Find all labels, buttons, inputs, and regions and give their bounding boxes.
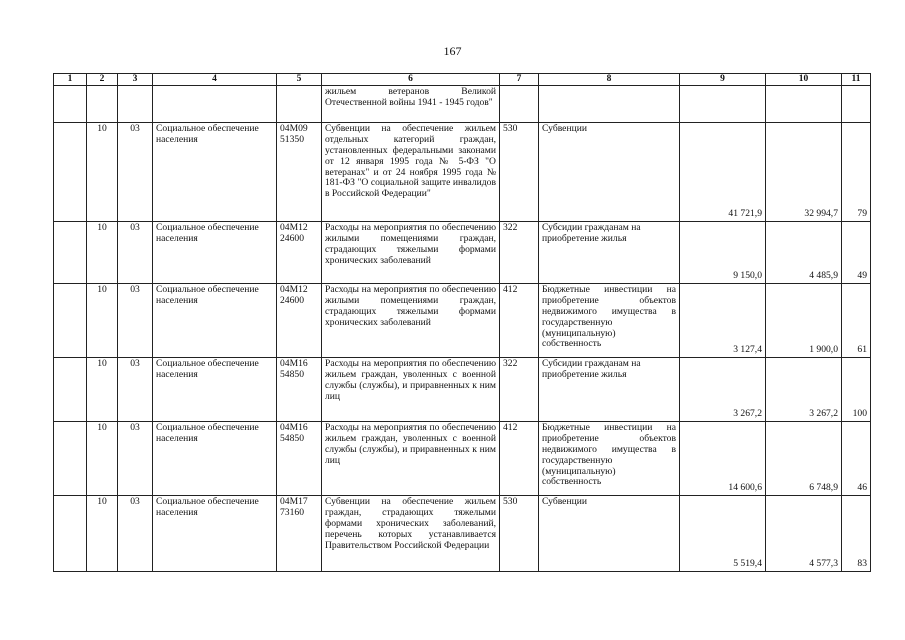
cell-target-code: 04М12 24600 (277, 221, 322, 283)
cell-percent: 61 (842, 283, 871, 357)
budget-table (53, 73, 871, 572)
cell-percent (842, 85, 871, 122)
cell-expense-type-code: 322 (500, 357, 539, 421)
cell-subsection: 03 (118, 283, 153, 357)
cell-target-code: 04М16 54850 (277, 421, 322, 495)
cell-section: 10 (87, 357, 118, 421)
cell-actual: 6 748,9 (766, 421, 842, 495)
cell-percent: 100 (842, 357, 871, 421)
cell-plan: 14 600,6 (680, 421, 766, 495)
cell-expense-type: Субсидии гражданам на приобретение жилья (539, 357, 680, 421)
cell-subsection: 03 (118, 357, 153, 421)
cell-expense-type: Субвенции (539, 122, 680, 221)
table-row (54, 221, 871, 283)
header-cell: 3 (118, 74, 153, 86)
table-row (54, 85, 871, 122)
cell-expense-type-code: 530 (500, 495, 539, 571)
cell-section-name (153, 85, 277, 122)
header-cell: 4 (153, 74, 277, 86)
cell-expense-type-code: 530 (500, 122, 539, 221)
cell-actual (766, 85, 842, 122)
cell-section: 10 (87, 122, 118, 221)
cell-subsection: 03 (118, 221, 153, 283)
cell-col1 (54, 495, 87, 571)
cell-col1 (54, 85, 87, 122)
cell-subsection: 03 (118, 495, 153, 571)
header-cell: 2 (87, 74, 118, 86)
header-cell: 6 (322, 74, 500, 86)
cell-col1 (54, 357, 87, 421)
cell-expense-type-code: 412 (500, 421, 539, 495)
header-row (54, 74, 871, 86)
cell-plan: 5 519,4 (680, 495, 766, 571)
header-cell: 7 (500, 74, 539, 86)
cell-target-code: 04М16 54850 (277, 357, 322, 421)
header-cell: 9 (680, 74, 766, 86)
cell-target-code: 04М12 24600 (277, 283, 322, 357)
cell-col1 (54, 221, 87, 283)
cell-section: 10 (87, 421, 118, 495)
cell-description: Расходы на мероприятия по обеспечению жилыми помещениями граждан, страдающих тяжелыми формами хронических заболеваний (322, 283, 500, 357)
cell-description: Расходы на мероприятия по обеспечению жильем граждан, уволенных с военной службы (службы), и приравненных к ним лиц (322, 421, 500, 495)
cell-target-code: 04М17 73160 (277, 495, 322, 571)
cell-plan: 41 721,9 (680, 122, 766, 221)
cell-expense-type: Субсидии гражданам на приобретение жилья (539, 221, 680, 283)
cell-col1 (54, 122, 87, 221)
cell-section-name: Социальное обеспечение населения (153, 221, 277, 283)
cell-actual: 3 267,2 (766, 357, 842, 421)
header-cell: 8 (539, 74, 680, 86)
table-row (54, 357, 871, 421)
table-row (54, 421, 871, 495)
cell-plan (680, 85, 766, 122)
cell-expense-type: Бюджетные инвестиции на приобретение объектов недвижимого имущества в государственную (муниципальную) собственность (539, 421, 680, 495)
cell-expense-type: Субвенции (539, 495, 680, 571)
page-number: 167 (443, 44, 462, 58)
cell-percent: 46 (842, 421, 871, 495)
header-cell: 11 (842, 74, 871, 86)
cell-actual: 4 485,9 (766, 221, 842, 283)
cell-expense-type-code: 412 (500, 283, 539, 357)
table-row (54, 283, 871, 357)
header-cell: 5 (277, 74, 322, 86)
cell-target-code (277, 85, 322, 122)
cell-expense-type: Бюджетные инвестиции на приобретение объектов недвижимого имущества в государственную (муниципальную) собственность (539, 283, 680, 357)
cell-section-name: Социальное обеспечение населения (153, 495, 277, 571)
cell-expense-type-code: 322 (500, 221, 539, 283)
cell-actual: 4 577,3 (766, 495, 842, 571)
cell-actual: 1 900,0 (766, 283, 842, 357)
cell-section: 10 (87, 495, 118, 571)
cell-col1 (54, 421, 87, 495)
cell-section-name: Социальное обеспечение населения (153, 421, 277, 495)
cell-col1 (54, 283, 87, 357)
cell-percent: 79 (842, 122, 871, 221)
cell-subsection: 03 (118, 122, 153, 221)
cell-description: Субвенции на обеспечение жильем отдельных категорий граждан, установленных федеральными законами от 12 января 1995 года № 5-ФЗ "О ветеранах" и от 24 ноября 1995 года № 181-ФЗ "О социальной защите инвалидов в Российской Федерации" (322, 122, 500, 221)
cell-section (87, 85, 118, 122)
cell-section-name: Социальное обеспечение населения (153, 283, 277, 357)
cell-expense-type-code (500, 85, 539, 122)
cell-actual: 32 994,7 (766, 122, 842, 221)
header-cell: 10 (766, 74, 842, 86)
cell-section: 10 (87, 221, 118, 283)
cell-plan: 3 127,4 (680, 283, 766, 357)
cell-subsection (118, 85, 153, 122)
header-cell: 1 (54, 74, 87, 86)
table-row (54, 495, 871, 571)
cell-description: Расходы на мероприятия по обеспечению жилыми помещениями граждан, страдающих тяжелыми формами хронических заболеваний (322, 221, 500, 283)
cell-section: 10 (87, 283, 118, 357)
table-row (54, 122, 871, 221)
cell-section-name: Социальное обеспечение населения (153, 357, 277, 421)
cell-description: Расходы на мероприятия по обеспечению жильем граждан, уволенных с военной службы (службы), и приравненных к ним лиц (322, 357, 500, 421)
cell-percent: 49 (842, 221, 871, 283)
cell-target-code: 04М09 51350 (277, 122, 322, 221)
cell-plan: 9 150,0 (680, 221, 766, 283)
cell-section-name: Социальное обеспечение населения (153, 122, 277, 221)
cell-subsection: 03 (118, 421, 153, 495)
cell-plan: 3 267,2 (680, 357, 766, 421)
cell-description: жильем ветеранов Великой Отечественной войны 1941 - 1945 годов" (322, 85, 500, 122)
cell-percent: 83 (842, 495, 871, 571)
cell-expense-type (539, 85, 680, 122)
cell-description: Субвенции на обеспечение жильем граждан, страдающих тяжелыми формами хронических заболеваний, перечень которых устанавливается Правительством Российской Федерации (322, 495, 500, 571)
